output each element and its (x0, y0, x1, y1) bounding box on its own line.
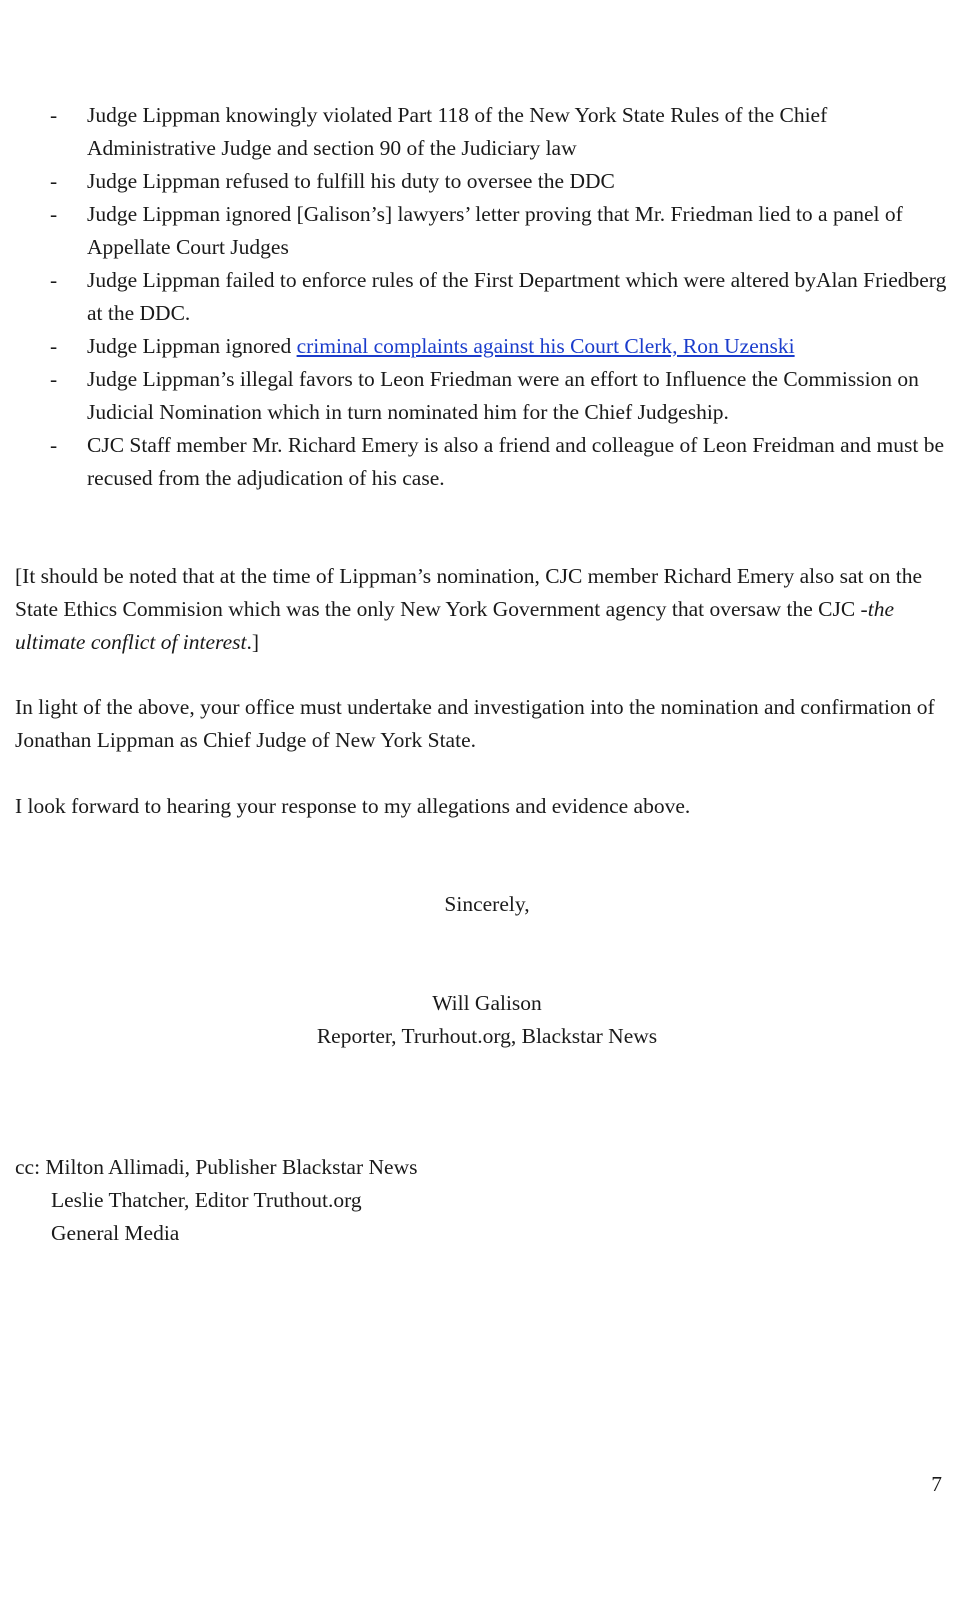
bullet-dash: - (50, 103, 58, 127)
cc-line: Leslie Thatcher, Editor Truthout.org (51, 1188, 362, 1212)
closing-remark-paragraph: I look forward to hearing your response to my allegations and evidence above. (15, 794, 691, 818)
list-item-text: Judge Lippman ignored [Galison’s] lawyers’ letter proving that Mr. Friedman lied to a panel of Appellate Court Judges (87, 202, 903, 259)
cc-line: cc: Milton Allimadi, Publisher Blackstar News (15, 1155, 418, 1179)
conflict-note-end: .] (246, 630, 260, 654)
conflict-note-italic: the ultimate conflict of interest (15, 597, 894, 654)
list-item (0, 429, 974, 495)
cc-block (15, 1151, 417, 1250)
list-item (0, 363, 974, 429)
conflict-note-text: [It should be noted that at the time of Lippman’s nomination, CJC member Richard Emery also sat on the State Ethics Commision which was the only New York Government agency that oversaw the CJC - (15, 564, 922, 621)
list-item-text: Judge Lippman knowingly violated Part 118 of the New York State Rules of the Chief Administrative Judge and section 90 of the Judiciary law (87, 103, 828, 160)
list-item (0, 330, 974, 363)
bullet-dash: - (50, 202, 58, 226)
list-item (0, 165, 974, 198)
bullet-dash: - (50, 334, 58, 358)
list-item-text: Judge Lippman failed to enforce rules of the First Department which were altered byAlan Friedberg at the DDC. (87, 268, 947, 325)
list-item (0, 99, 974, 165)
criminal-complaints-link[interactable]: criminal complaints against his Court Clerk, Ron Uzenski (296, 334, 795, 358)
conflict-note-paragraph (15, 560, 945, 659)
list-item-text: CJC Staff member Mr. Richard Emery is also a friend and colleague of Leon Freidman and must be recused from the adjudication of his case. (87, 433, 944, 490)
signature-title: Reporter, Trurhout.org, Blackstar News (316, 1024, 658, 1048)
list-item-text: Judge Lippman’s illegal favors to Leon Friedman were an effort to Influence the Commission on Judicial Nomination which in turn nominated him for the Chief Judgeship. (87, 367, 919, 424)
signature-name: Will Galison (432, 991, 542, 1015)
closing-salutation: Sincerely, (444, 892, 530, 916)
list-item (0, 264, 974, 330)
page-number: 7 (931, 1472, 942, 1496)
bullet-dash: - (50, 433, 58, 457)
bullet-dash: - (50, 268, 58, 292)
investigation-request-paragraph: In light of the above, your office must undertake and investigation into the nomination and confirmation of Jonathan Lippman as Chief Judge of New York State. (15, 695, 935, 752)
bullet-dash: - (50, 169, 58, 193)
list-item-text: Judge Lippman ignored (87, 334, 297, 358)
bullet-dash: - (50, 367, 58, 391)
list-item-text: Judge Lippman refused to fulfill his duty to oversee the DDC (87, 169, 615, 193)
list-item (0, 198, 974, 264)
allegations-list (0, 99, 974, 495)
cc-line: General Media (51, 1221, 180, 1245)
